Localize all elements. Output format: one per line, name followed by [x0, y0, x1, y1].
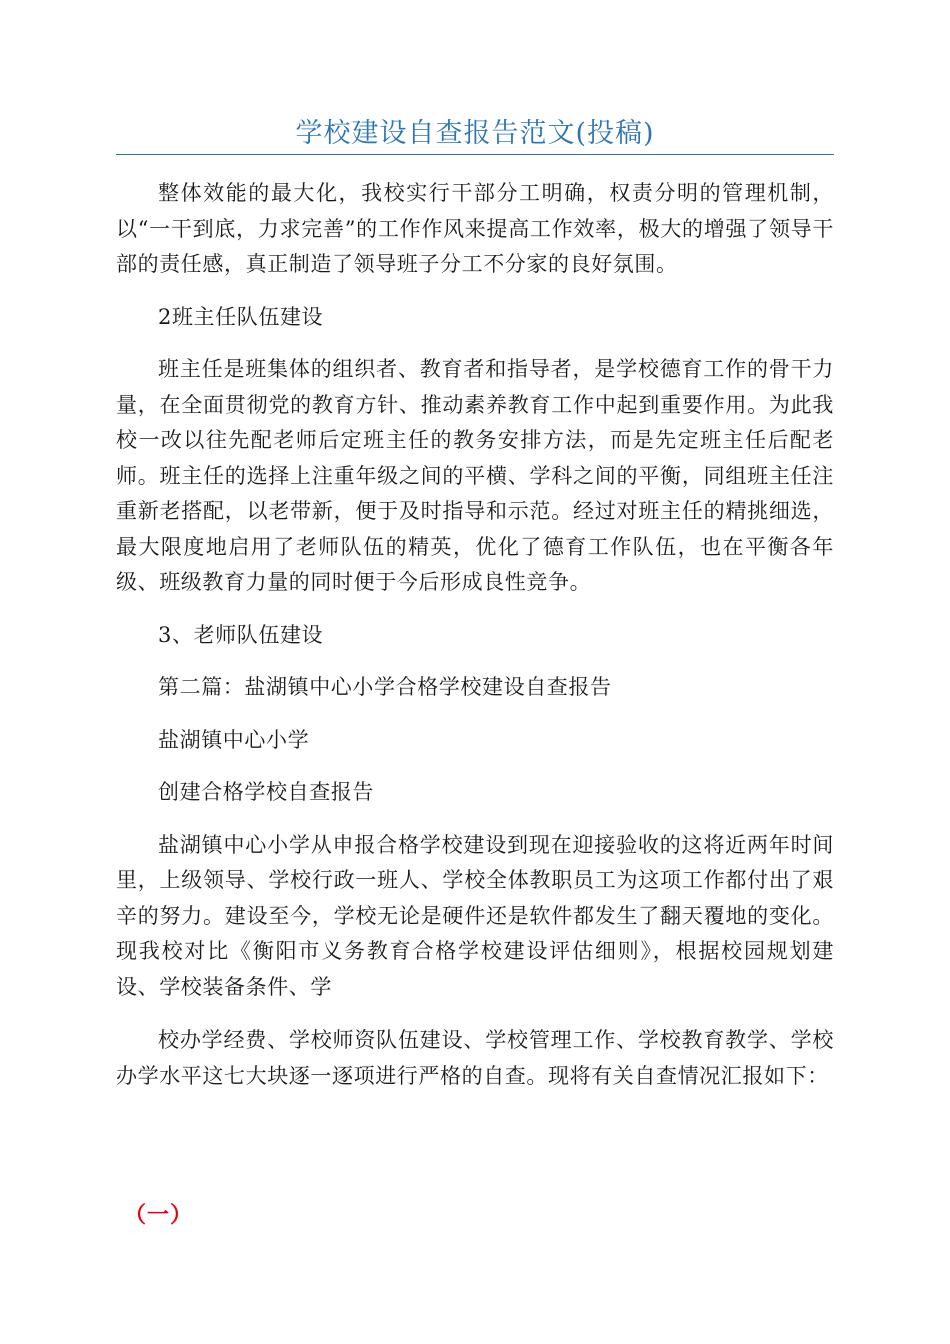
title-underline [116, 154, 834, 155]
school-name-line: 盐湖镇中心小学 [158, 727, 310, 752]
paragraph-management: 整体效能的最大化，我校实行干部分工明确，权责分明的管理机制，以“一干到底，力求完善”的工作作风来提高工作效率，极大的增强了领导干部的责任感，真正制造了领导班子分工不分家的良好氛围。 [116, 181, 834, 276]
document-body [116, 176, 834, 1094]
heading-teacher-team: 3、老师队伍建设 [158, 622, 324, 647]
document-title: 学校建设自查报告范文(投稿) [295, 118, 655, 149]
report-subtitle: 创建合格学校自查报告 [158, 780, 374, 804]
paragraph-intro: 盐湖镇中心小学从申报合格学校建设到现在迎接验收的这将近两年时间里，上级领导、学校行政一班人、学校全体教职员工为这项工作都付出了艰辛的努力。建设至今，学校无论是硬件还是软件都发生了翻天覆地的变化。现我校对比《衡阳市义务教育合格学校建设评估细则》，根据校园规划建设、学校装备条件、学 [116, 832, 834, 999]
heading-class-teacher: 2班主任队伍建设 [158, 304, 324, 329]
paragraph-class-teacher: 班主任是班集体的组织者、教育者和指导者，是学校德育工作的骨干力量，在全面贯彻党的教育方针、推动素养教育工作中起到重要作用。为此我校一改以往先配老师后定班主任的教务安排方法，而是先定班主任后配老师。班主任的选择上注重年级之间的平横、学科之间的平衡，同组班主任注重新老搭配，以老带新，便于及时指导和示范。经过对班主任的精挑细选，最大限度地启用了老师队伍的精英，优化了德育工作队伍，也在平衡各年级、班级教育力量的同时便于今后形成良性竞争。 [116, 357, 834, 594]
section-marker: （一） [124, 1203, 194, 1228]
heading-second-article: 第二篇：盐湖镇中心小学合格学校建设自查报告 [158, 675, 612, 699]
paragraph-summary: 校办学经费、学校师资队伍建设、学校管理工作、学校教育教学、学校办学水平这七大块逐一逐项进行严格的自查。现将有关自查情况汇报如下： [116, 1028, 834, 1088]
